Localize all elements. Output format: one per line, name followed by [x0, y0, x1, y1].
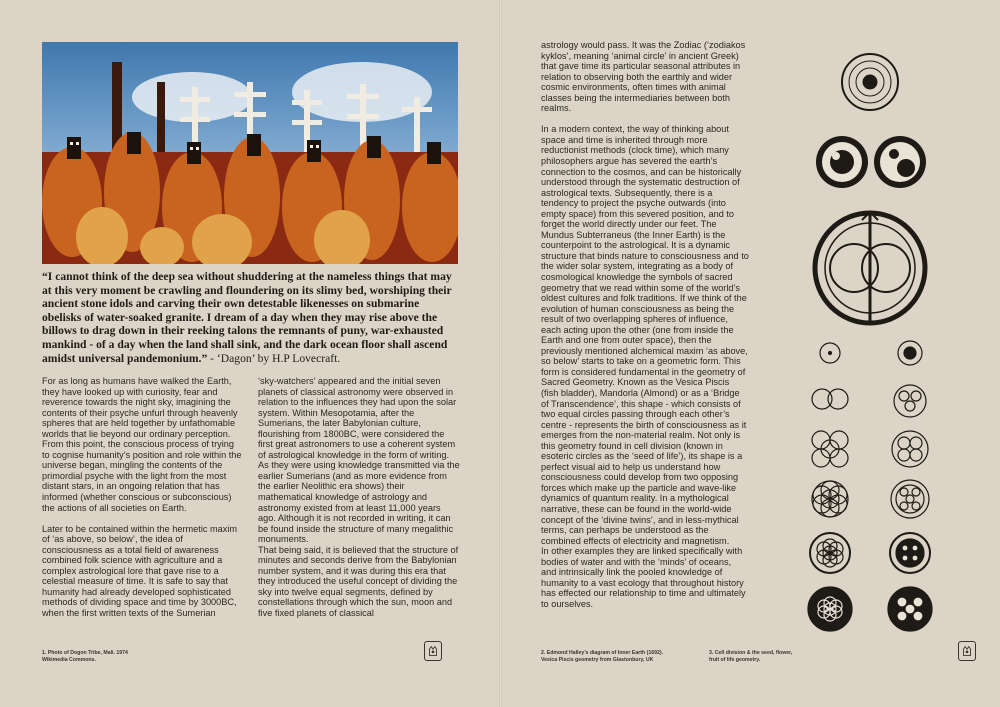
paragraph: astrology would pass. It was the Zodiac (‘zodiakos kyklos’, meaning ‘animal circle’ in ancient Greek) that gave time its particular seasonal attributes in relation to observing both the earthly and wider cosmic environments, often times with animal classes being the intermediaries between both realms. — [541, 40, 746, 114]
body-column-2 — [258, 376, 460, 619]
caption-line: Wikimedia Commons. — [42, 657, 96, 663]
halley-sphere-right — [874, 136, 926, 188]
paragraph: ‘sky-watchers’ appeared and the initial seven planets of classical astronomy were observed in relation to the influences they had upon the solar system. Within Mesopotamia, after the Sumerians, the later Babylonian culture, flourishing from 1800BC, were considered the first great astronomers to use a coherent system of astrological knowledge in the form of writing. As they were using knowledge transmitted via the earlier Sumerians (and as more evidence from the earlier Neolithic era shows) their mathematical knowledge of astrology and astronomy existed from at least 11,000 years ago. Although it is not recorded in writing, it can be found inside the structure of many megalithic monuments. — [258, 376, 460, 545]
body-column-3 — [541, 40, 749, 609]
glastonbury-vesica-piscis — [815, 212, 925, 323]
caption-line: 1. Photo of Dogon Tribe, Mali. 1974 — [42, 650, 128, 656]
illustration-column — [770, 40, 970, 660]
halley-sphere-left — [816, 136, 868, 188]
hamsa-emblem-icon — [958, 641, 976, 661]
caption-line: 2. Edmond Halley’s diagram of Inner Earth (1692). — [541, 650, 664, 656]
halley-sphere-top — [842, 54, 898, 110]
paragraph: Later to be contained within the hermetic maxim of ‘as above, so below’, the idea of consciousness as a total field of awareness combined folk science with agriculture and a complex astrological lore that gave rise to a celestial measure of time. It is safe to say that humanity had already developed sophisticated methods of dividing space and time by 3000BC, when the first written texts of the Sumerian — [42, 523, 238, 618]
photo-scene — [42, 42, 458, 264]
body-column-1 — [42, 376, 244, 619]
paragraph: For as long as humans have walked the Earth, they have looked up with curiosity, fear and reverence towards the night sky, imagining the contents of their psyche unfurl through heavenly spheres that are held together by unfathomable worlds that lie beyond our ordinary perception. From this point, the conscious process of trying to cognise humanity’s position and role within the universe began, mingling the contents of the primordial psyche with the light from the most distant stars, in an ongoing relation that has informed (whether conscious or subconscious) the actions of all societies on Earth. — [42, 376, 242, 513]
paragraph: In other examples they are linked specifically with bodies of water and with the ‘minds’ of oceans, and intrinsically link the pooled knowledge of humanity to a vast ecology that throughout history has effected our relationship to time and ultimately to ourselves. — [541, 546, 746, 609]
dogon-tribe-photo — [42, 42, 458, 264]
paragraph: In a modern context, the way of thinking about space and time is inherited through more reductionist methods (clock time), which many philosophers argue has severed the earth’s connection to the cosmos, and can be historically understood through the systematic destruction of astrological texts. Subsequently, there is a tendency to project the psyche outwards (into empty space) from this severed position, and to forget the world directly under our feet. The Mundus Subterraneus (the Inner Earth) is the counterpoint to the astrological. It is a dynamic structure that binds nature to consciousness and to the wider solar system, integrating as a body of cosmological knowledge the symbols of sacred geometry that we read within some of the world’s oldest cultures and folk traditions. If we think of the evolution of human consciousness as being the result of two overlapping spheres of influence, each acting upon the other (one from inside the Earth and one from outer space), then the previously mentioned alchemical maxim ‘as above, so below’ starts to take on a geometric form. This form is considered fundamental in the geometry of Sacred Geometry. Known as the Vesica Piscis (fish bladder), Mandorla (Almond) or as a ‘Bridge of Transcendence’, this shape - which consists of two equal circles passing through each other’s centre - represents the birth of consciousness as it emerges from the non-material realm. Not only is this geometry found in cell division (known in esoteric circles as the ‘seed of life’), its shape is a perfect visual aid to help us understand how consciousness could develop from two opposing forces which make up the particle and wave-like dynamics of quantum reality. In a mythological narrative, these can be found in the world-wide concept of the ‘divine twins’, and in less-mythical terms, can perhaps be understood as the combined effects of electricity and magnetism. — [541, 124, 749, 546]
lovecraft-quote — [42, 270, 460, 365]
page-spine — [499, 0, 502, 707]
caption-2 — [541, 650, 663, 664]
paragraph: That being said, it is believed that the structure of minutes and seconds derive from the Babylonian number system, and it was during this era that they introduced the useful concept of dividing the sky into twelve equal segments, defined by constellations through which the sun, moon and five fixed planets of classical — [258, 544, 459, 619]
caption-1 — [42, 650, 128, 664]
caption-line: Vesica Piscis geometry from Glastonbury, UK — [541, 657, 654, 663]
cell-division-diagrams — [808, 341, 932, 631]
quote-attribution: - ‘Dagon’ by H.P Lovecraft. — [207, 351, 341, 365]
quote-text: “I cannot think of the deep sea without shuddering at the nameless things that may at this very moment be crawling and floundering on its slimy bed, worshiping their ancient stone idols and carving their own detestable likenesses on submarine obelisks of water-soaked granite. I dream of a day when they may rise above the billows to drag down in their reeking talons the remnants of puny, war-exhausted mankind - of a day when the land shall sink, and the dark ocean floor shall ascend amidst universal pandemonium.” — [42, 270, 452, 365]
caption-line: 3. Cell division & the seed, flower, — [709, 650, 793, 656]
caption-3 — [709, 650, 792, 664]
caption-line: fruit of life geometry. — [709, 657, 761, 663]
hamsa-emblem-icon — [424, 641, 442, 661]
